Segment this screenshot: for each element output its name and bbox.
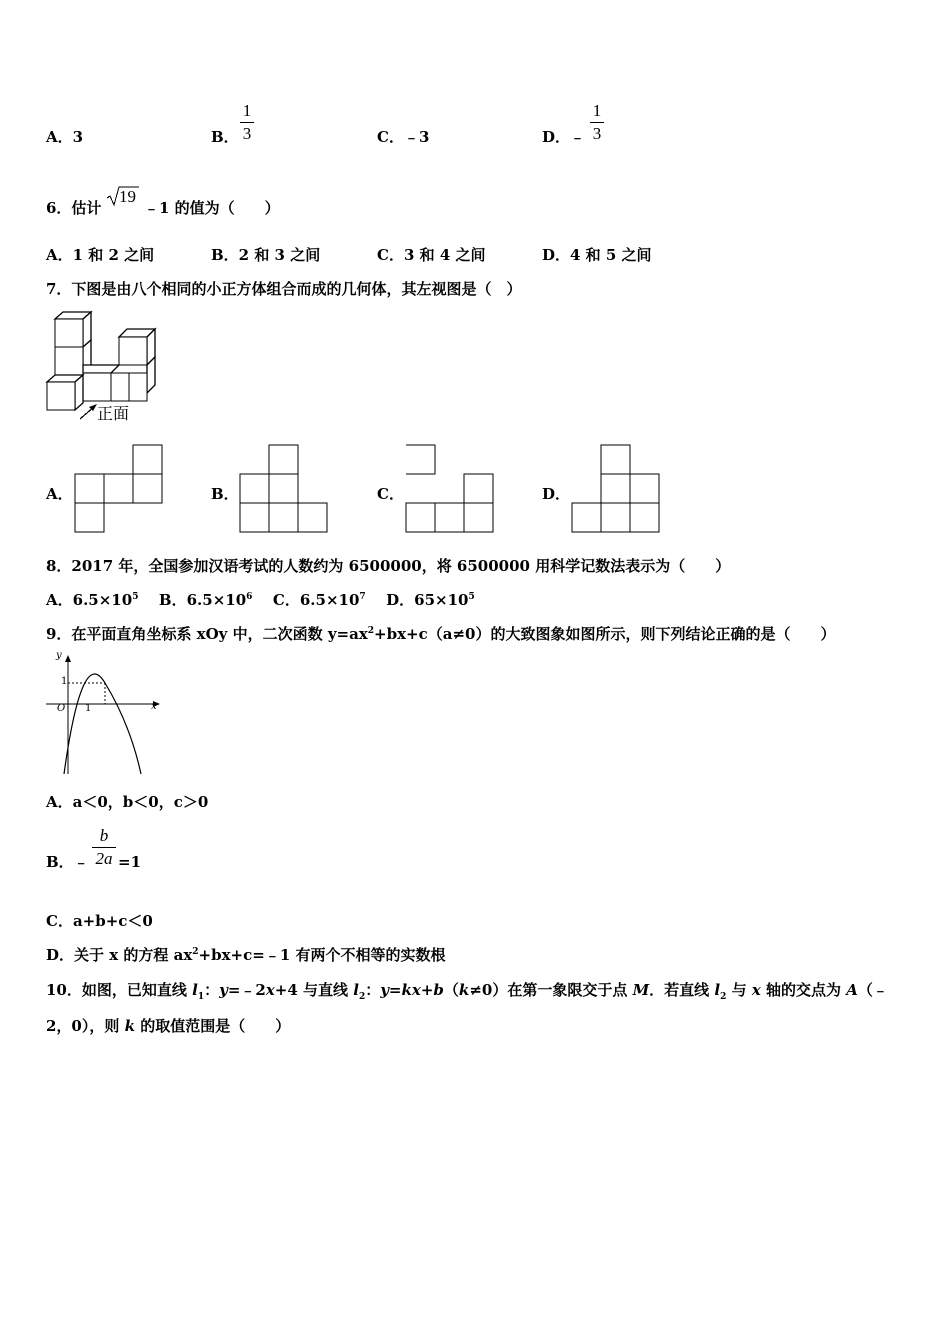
q6-stem [46, 198, 101, 218]
q5-option-d-label: D． [542, 128, 571, 146]
q9-option-b-fraction [92, 826, 116, 869]
q7-option-c-figure[interactable] [405, 444, 497, 534]
fraction-denominator: 3 [242, 124, 252, 143]
q9-option-a[interactable]: A．a＜0，b＜0，c＞0 [46, 793, 209, 811]
q8-option-c[interactable]: C．$6.5\times 10^7$ [272, 591, 366, 609]
q9-option-b-post: =1 [118, 853, 142, 871]
q5-option-d-fraction [590, 101, 604, 144]
q5-option-c-label: C． [377, 128, 404, 146]
q7-option-d-figure[interactable] [571, 444, 663, 534]
q7-option-a-figure[interactable] [74, 444, 166, 534]
fraction-numerator: b [99, 826, 109, 845]
q7-option-b-figure[interactable] [239, 444, 331, 534]
q6-option-a[interactable]: A．1 和 2 之间 [46, 246, 155, 264]
q8-option-b[interactable]: B．$6.5\times 10^6$ [158, 591, 253, 609]
q6-stem-post: ﹣1 的值为（ ） [144, 199, 280, 217]
q10-stem-line2: 2，0），则 k 的取值范围是（ ） [46, 1017, 291, 1035]
q7-option-b-label[interactable]: B． [211, 485, 239, 503]
q9-graph-origin-label: O [57, 703, 66, 714]
q9-option-c[interactable]: C．a+b+c＜0 [46, 912, 153, 930]
q9-stem: 9．在平面直角坐标系 xOy 中，二次函数 $y=ax^2+bx+c(a\ne 0)$的大致图象如图所示，则下列结论正确的是（ ） [46, 625, 836, 643]
fraction-bar [240, 122, 254, 123]
q9-graph-one-x: 1 [85, 703, 92, 714]
fraction-denominator: 3 [592, 124, 602, 143]
q5-option-a[interactable] [46, 127, 83, 147]
q5-option-c[interactable] [377, 127, 429, 147]
fraction-numerator: 1 [242, 101, 252, 120]
q10-stem-line1: 10．如图，已知直线 $l_1$：y=﹣2x+4 与直线 $l_2$：y=kx+b（k≠0）在第一象限交于点 M．若直线 $l_2$ 与 x 轴的交点为 A（﹣ [46, 981, 888, 1002]
fraction-bar [590, 122, 604, 123]
q7-front-label: 正面 [97, 404, 130, 423]
q5-option-c-value: ﹣3 [403, 128, 430, 146]
q6-option-c[interactable]: C．3 和 4 之间 [377, 246, 486, 264]
q8-stem: 8．2017 年，全国参加汉语考试的人数约为 6500000，将 6500000 用科学记数法表示为（ ） [46, 557, 731, 575]
q5-option-b-fraction [240, 101, 254, 144]
q6-option-d[interactable]: D．4 和 5 之间 [542, 246, 652, 264]
q6-stem-pre: 6．估计 [46, 199, 102, 217]
fraction-numerator: 1 [592, 101, 602, 120]
q9-option-d[interactable]: D．关于 x 的方程 $ax^2+bx+c=﹣1$ 有两个不相等的实数根 [46, 946, 446, 964]
fraction-denominator: 2a [95, 849, 113, 868]
q5-option-d-sign: ﹣ [570, 128, 586, 146]
q8-options [46, 590, 475, 610]
q8-option-d[interactable]: D．$65\times 10^5$ [386, 591, 475, 609]
q9-graph-x-label: x [151, 701, 157, 712]
q5-option-b-label[interactable]: B． [211, 128, 239, 146]
q9-graph-one-y: 1 [61, 676, 68, 687]
q9-parabola-graph [42, 652, 164, 780]
q9-graph-y-label: y [56, 650, 62, 661]
fraction-bar [92, 847, 116, 848]
q6-option-b[interactable]: B．2 和 3 之间 [211, 246, 321, 264]
q8-option-a[interactable]: A．$6.5\times 10^5$ [46, 591, 139, 609]
q5-option-a-value: 3 [72, 128, 84, 146]
q6-radicand: 19 [119, 187, 136, 206]
q5-option-a-label: A． [46, 128, 73, 146]
q5-option-d[interactable] [542, 127, 585, 147]
q7-stem: 7．下图是由八个相同的小正方体组合而成的几何体，其左视图是（ ） [46, 280, 522, 298]
q7-option-a-label[interactable]: A． [46, 485, 73, 503]
q7-option-d-label[interactable]: D． [542, 485, 571, 503]
q7-option-c-label[interactable]: C． [377, 485, 404, 503]
q9-option-b-label[interactable]: B．﹣ [46, 853, 89, 871]
